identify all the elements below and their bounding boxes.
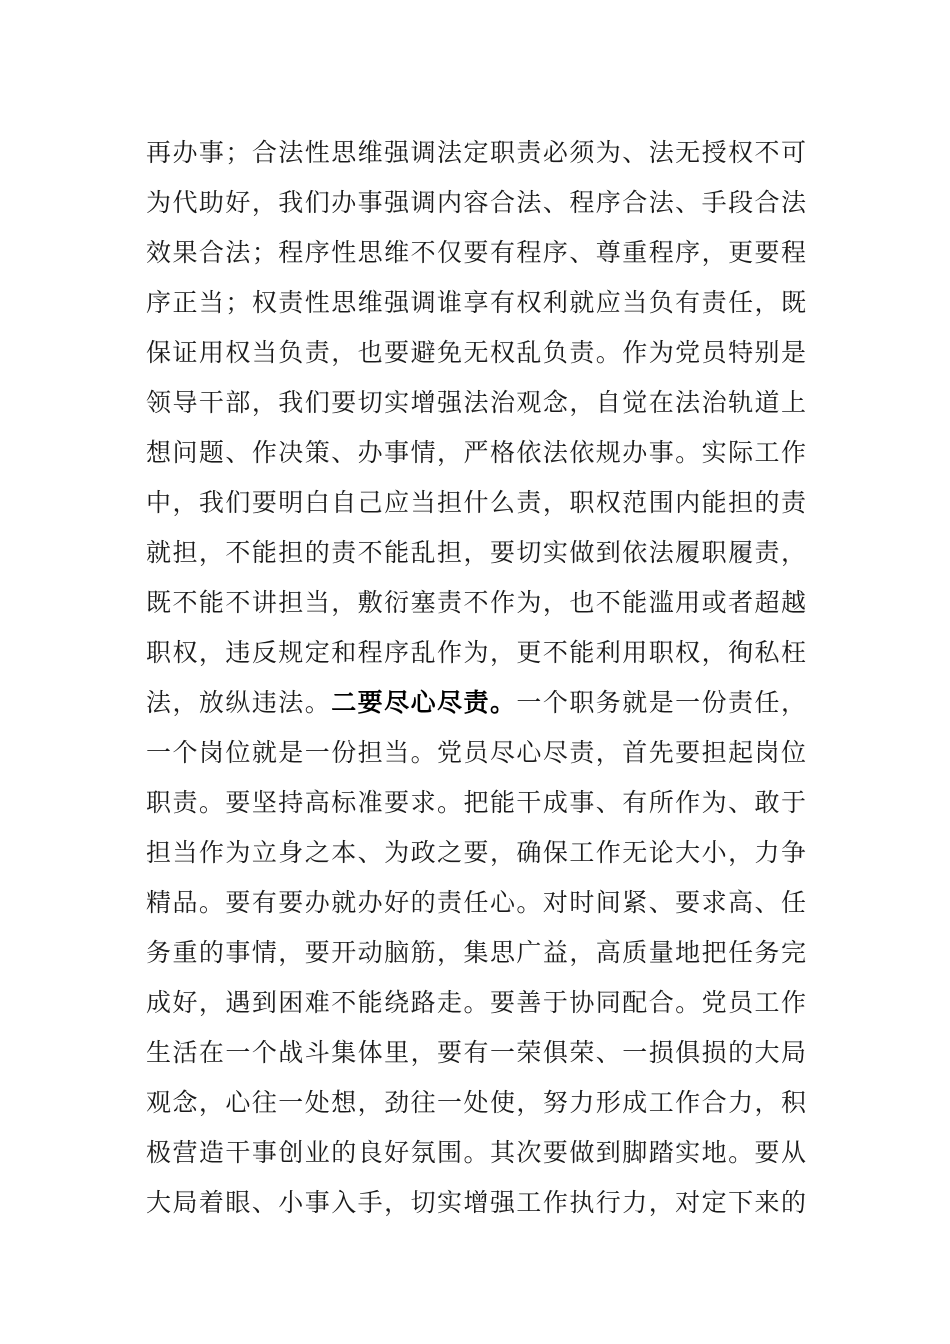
text-line: 中，我们要明白自己应当担什么责，职权范围内能担的责 xyxy=(146,488,806,517)
text-line: 观念，心往一处想，劲往一处使，努力形成工作合力，积 xyxy=(146,1088,806,1117)
text-line: 就担，不能担的责不能乱担，要切实做到依法履职履责， xyxy=(146,538,806,567)
text-line: 职责。要坚持高标准要求。把能干成事、有所作为、敢于 xyxy=(146,788,806,817)
body-text xyxy=(146,128,806,1228)
text-line: 序正当；权责性思维强调谁享有权利就应当负有责任，既 xyxy=(146,288,806,317)
text-line: 精品。要有要办就办好的责任心。对时间紧、要求高、任 xyxy=(146,888,806,917)
text-line: 职权，违反规定和程序乱作为，更不能利用职权，徇私枉 xyxy=(146,638,806,667)
text-line: 再办事；合法性思维强调法定职责必须为、法无授权不可 xyxy=(146,138,806,167)
text-line: 担当作为立身之本、为政之要，确保工作无论大小，力争 xyxy=(146,838,806,867)
text-line: 一个岗位就是一份担当。党员尽心尽责，首先要担起岗位 xyxy=(146,738,806,767)
text-line: 领导干部，我们要切实增强法治观念，自觉在法治轨道上 xyxy=(146,388,806,417)
text-line: 成好，遇到困难不能绕路走。要善于协同配合。党员工作 xyxy=(146,988,806,1017)
text-line: 务重的事情，要开动脑筋，集思广益，高质量地把任务完 xyxy=(146,938,806,967)
text-line: 生活在一个战斗集体里，要有一荣俱荣、一损俱损的大局 xyxy=(146,1038,806,1067)
text-line: 大局着眼、小事入手，切实增强工作执行力，对定下来的 xyxy=(146,1188,806,1217)
text-line: 法，放纵违法。二要尽心尽责。一个职务就是一份责任， xyxy=(146,688,806,717)
text-line: 保证用权当负责，也要避免无权乱负责。作为党员特别是 xyxy=(146,338,806,367)
text-line: 想问题、作决策、办事情，严格依法依规办事。实际工作 xyxy=(146,438,806,467)
bold-heading: 二要尽心尽责。 xyxy=(331,688,517,717)
text-line: 为代助好，我们办事强调内容合法、程序合法、手段合法 xyxy=(146,188,806,217)
text-line: 既不能不讲担当，敷衍塞责不作为，也不能滥用或者超越 xyxy=(146,588,806,617)
text-line: 效果合法；程序性思维不仅要有程序、尊重程序，更要程 xyxy=(146,238,806,267)
text-line: 极营造干事创业的良好氛围。其次要做到脚踏实地。要从 xyxy=(146,1138,806,1167)
